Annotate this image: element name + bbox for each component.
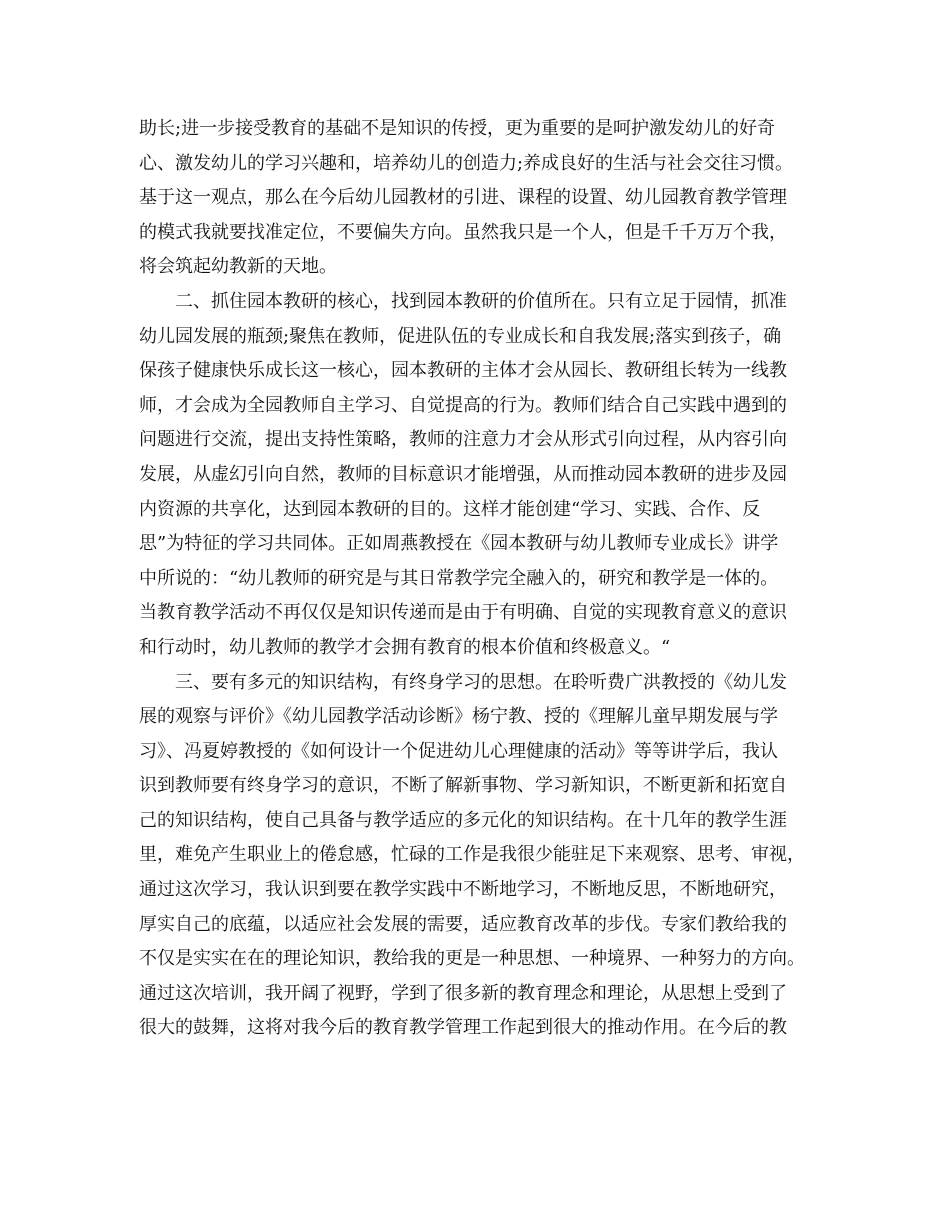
text-line: 己的知识结构，使自己具备与教学适应的多元化的知识结构。在十几年的教学生涯 [139, 809, 787, 831]
text-line: 不仅是实实在在的理论知识，教给我的更是一种思想、一种境界、一种努力的方向。 [139, 948, 805, 970]
text-line: 和行动时，幼儿教师的教学才会拥有教育的根本价值和终极意义。“ [139, 636, 671, 658]
text-line: 习》、冯夏婷教授的《如何设计一个促进幼儿心理健康的活动》等等讲学后，我认 [139, 740, 778, 762]
text-line: 通过这次学习，我认识到要在教学实践中不断地学习，不断地反思，不断地研究， [139, 879, 787, 901]
text-line: 识到教师要有终身学习的意识，不断了解新事物、学习新知识，不断更新和拓宽自 [139, 775, 787, 797]
text-line: 通过这次培训，我开阔了视野，学到了很多新的教育理念和理论，从思想上受到了 [139, 982, 787, 1004]
text-line: 二、抓住园本教研的核心，找到园本教研的价值所在。只有立足于园情，抓准 [139, 290, 787, 312]
text-line: 展的观察与评价》《幼儿园教学活动诊断》杨宁教、授的《理解儿童早期发展与学 [139, 706, 778, 728]
text-line: 基于这一观点，那么在今后幼儿园教材的引进、课程的设置、幼儿园教育教学管理 [139, 187, 787, 209]
text-line: 三、要有多元的知识结构，有终身学习的思想。在聆听费广洪教授的《幼儿发 [139, 671, 787, 693]
text-line: 里，难免产生职业上的倦怠感，忙碌的工作是我很少能驻足下来观察、思考、审视， [139, 844, 805, 866]
text-line: 思”为特征的学习共同体。正如周燕教授在《园本教研与幼儿教师专业成长》讲学 [139, 533, 779, 555]
text-line: 内资源的共享化，达到园本教研的目的。这样才能创建“学习、实践、合作、反 [139, 498, 761, 520]
text-line: 将会筑起幼教新的天地。 [139, 256, 337, 278]
text-line: 师，才会成为全园教师自主学习、自觉提高的行为。教师们结合自己实践中遇到的 [139, 394, 787, 416]
text-line: 当教育教学活动不再仅仅是知识传递而是由于有明确、自觉的实现教育意义的意识 [139, 602, 787, 624]
text-line: 发展，从虚幻引向自然，教师的目标意识才能增强，从而推动园本教研的进步及园 [139, 463, 787, 485]
text-line: 问题进行交流，提出支持性策略，教师的注意力才会从形式引向过程，从内容引向 [139, 429, 787, 451]
text-line: 心、激发幼儿的学习兴趣和，培养幼儿的创造力;养成良好的生活与社会交往习惯。 [139, 152, 794, 174]
text-line: 厚实自己的底蕴，以适应社会发展的需要，适应教育改革的步伐。专家们教给我的 [139, 913, 787, 935]
text-line: 幼儿园发展的瓶颈;聚焦在教师，促进队伍的专业成长和自我发展;落实到孩子，确 [139, 325, 782, 347]
text-line: 的模式我就要找准定位，不要偏失方向。虽然我只是一个人，但是千千万万个我， [139, 221, 787, 243]
text-line: 助长;进一步接受教育的基础不是知识的传授，更为重要的是呵护激发幼儿的好奇 [139, 118, 776, 139]
body-text [139, 112, 829, 1046]
text-line: 保孩子健康快乐成长这一核心，园本教研的主体才会从园长、教研组长转为一线教 [139, 360, 787, 382]
text-line: 中所说的：“幼儿教师的研究是与其日常教学完全融入的，研究和教学是一体的。 [139, 567, 779, 589]
text-line: 很大的鼓舞，这将对我今后的教育教学管理工作起到很大的推动作用。在今后的教 [139, 1017, 787, 1039]
